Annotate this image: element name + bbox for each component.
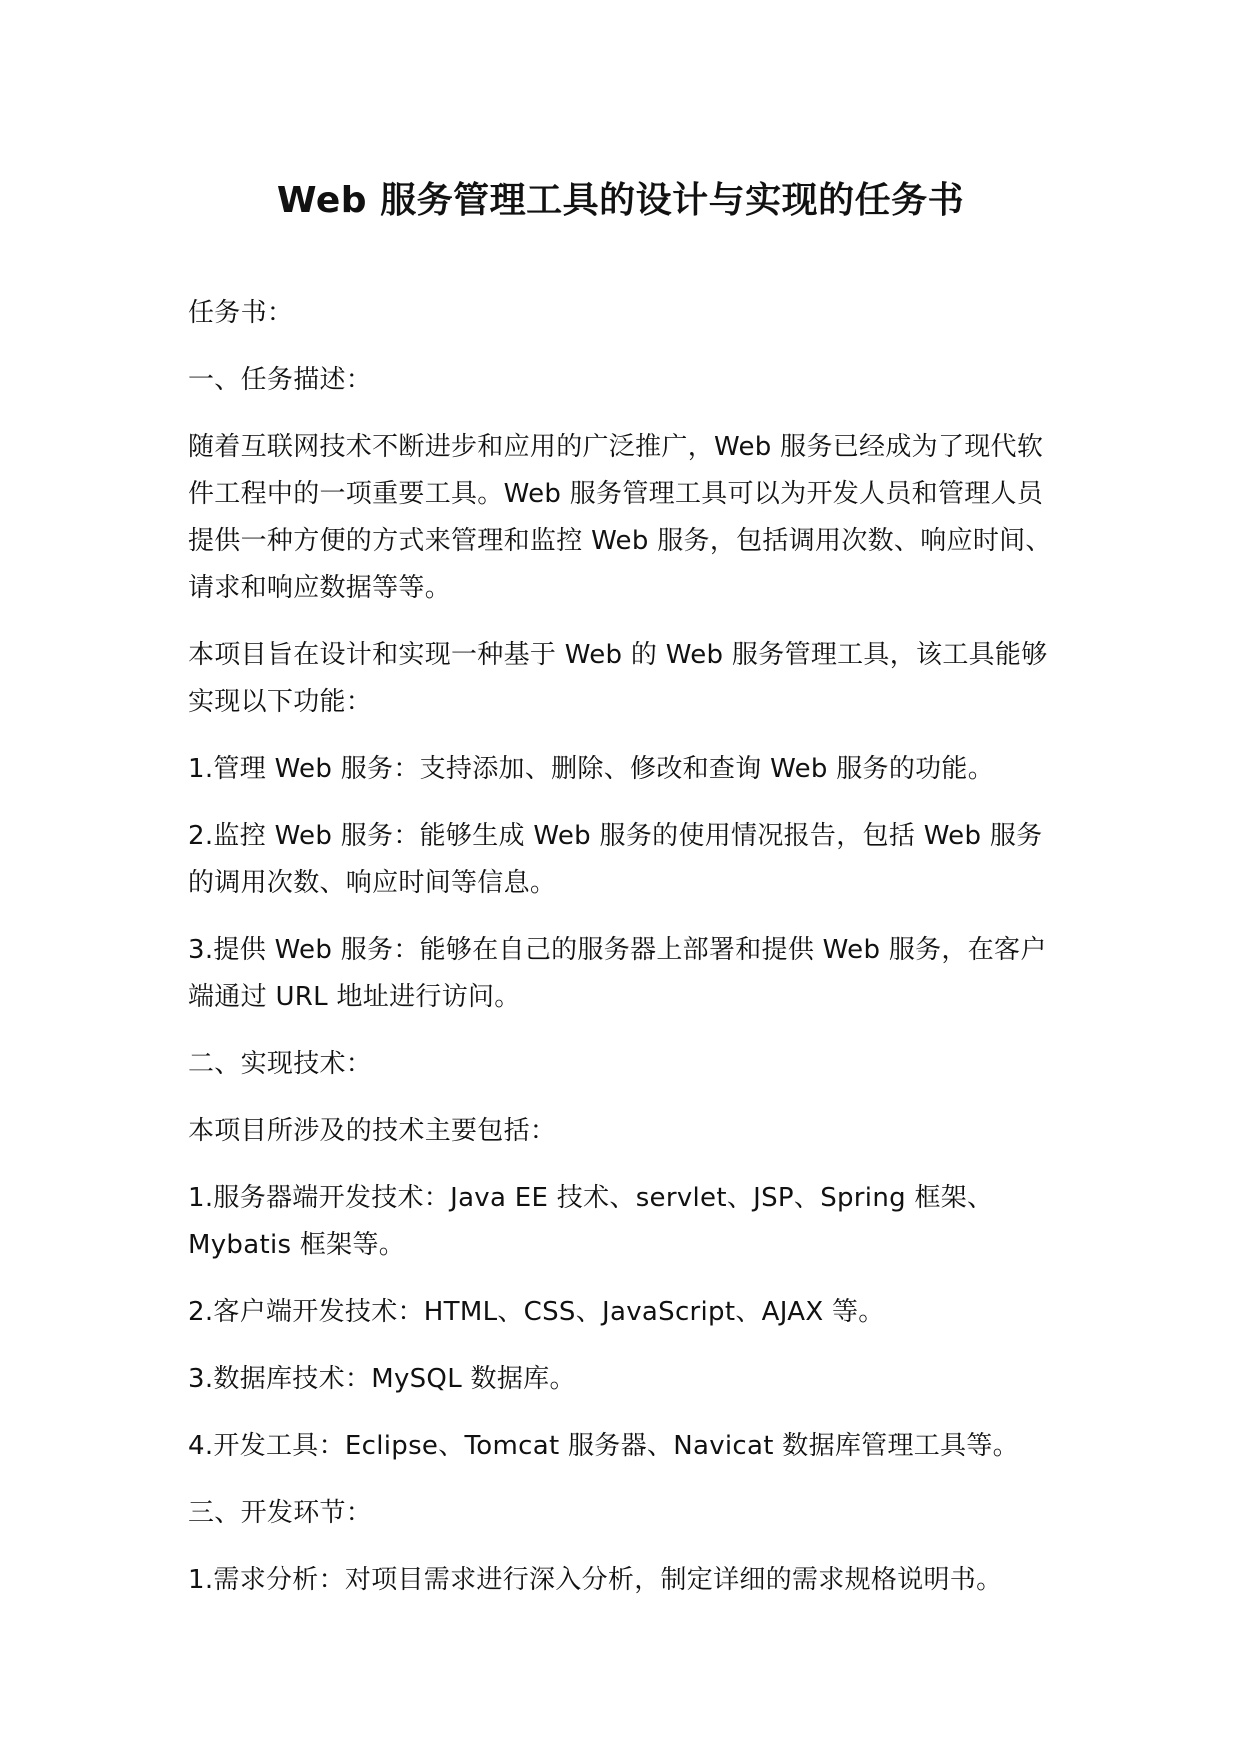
paragraph-background: 随着互联网技术不断进步和应用的广泛推广，Web 服务已经成为了现代软件工程中的一项重要工具。Web 服务管理工具可以为开发人员和管理人员提供一种方便的方式来管理和监控 Web 服务，包括调用次数、响应时间、请求和响应数据等等。: [188, 432, 1052, 603]
list-item-monitor-service: 2.监控 Web 服务：能够生成 Web 服务的使用情况报告，包括 Web 服务的调用次数、响应时间等信息。: [188, 821, 1043, 898]
list-item-client-tech: 2.客户端开发技术：HTML、CSS、JavaScript、AJAX 等。: [188, 1297, 885, 1327]
heading-task-description: 一、任务描述：: [188, 365, 373, 395]
document-title: Web 服务管理工具的设计与实现的任务书: [276, 180, 965, 221]
heading-implementation-tech: 二、实现技术：: [188, 1049, 373, 1079]
list-item-dev-tools: 4.开发工具：Eclipse、Tomcat 服务器、Navicat 数据库管理工具等。: [188, 1431, 1019, 1461]
document-body: [188, 290, 1068, 1624]
section-label-task-book: 任务书：: [188, 298, 294, 328]
list-item-manage-service: 1.管理 Web 服务：支持添加、删除、修改和查询 Web 服务的功能。: [188, 754, 995, 784]
list-item-server-tech: 1.服务器端开发技术：Java EE 技术、servlet、JSP、Spring 框架、Mybatis 框架等。: [188, 1183, 994, 1260]
paragraph-project-goal: 本项目旨在设计和实现一种基于 Web 的 Web 服务管理工具，该工具能够实现以下功能：: [188, 640, 1048, 717]
paragraph-tech-intro: 本项目所涉及的技术主要包括：: [188, 1116, 557, 1146]
list-item-database-tech: 3.数据库技术：MySQL 数据库。: [188, 1364, 576, 1394]
list-item-provide-service: 3.提供 Web 服务：能够在自己的服务器上部署和提供 Web 服务，在客户端通过 URL 地址进行访问。: [188, 935, 1047, 1012]
list-item-requirements-analysis: 1.需求分析：对项目需求进行深入分析，制定详细的需求规格说明书。: [188, 1565, 1003, 1595]
heading-development-phases: 三、开发环节：: [188, 1498, 373, 1528]
